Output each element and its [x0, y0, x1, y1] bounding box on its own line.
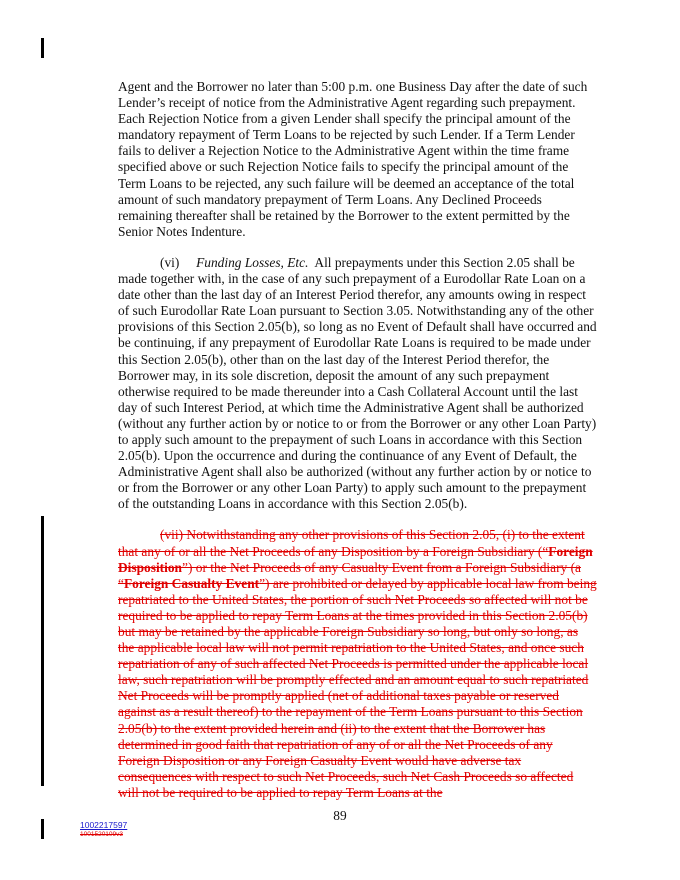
paragraph-deleted-vii: (vii) Notwithstanding any other provisions of this Section 2.05, (i) to the extent that any of or all the Net Proceeds of any Disposition by a Foreign Subsidiary (“Foreign Disposition”) or the Net Proceeds of any Casualty Event from a Foreign Subsidiary (a “Foreign Casualty Event”) are prohibited or delayed by applicable local law from being repatriated to the United States, the portion of such Net Proceeds so affected will not be required to be applied to repay Term Loans at the times provided in this Section 2.05(b) but may be retained by the applicable Foreign Subsidiary so long, but only so long, as the applicable local law will not permit repatriation to the United States, and once such repatriation of any of such affected Net Proceeds is permitted under the applicable local law, such repatriation will be promptly effected and an amount equal to such repatriated Net Proceeds will be promptly applied (net of additional taxes payable or reserved against as a result thereof) to the repayment of the Term Loans pursuant to this Section 2.05(b) to the extent provided herein and (ii) to the extent that the Borrower has determined in good faith that repatriation of any of or all the Net Proceeds of any Foreign Disposition or any Foreign Casualty Event would have adverse tax consequences with respect to such Net Proceeds, such Net Cash Proceeds so affected will not be required to be applied to repay Term Loans at the — [118, 527, 597, 800]
defined-term-foreign-disposition: Foreign Disposition — [118, 543, 593, 575]
document-body — [118, 79, 597, 801]
paragraph-continuation: Agent and the Borrower no later than 5:00 p.m. one Business Day after the date of such Lender’s receipt of notice from the Administrative Agent regarding such prepayment. Each Rejection Notice from a given Lender shall specify the principal amount of the mandatory repayment of Term Loans to be rejected by such Lender. If a Term Lender fails to deliver a Rejection Notice to the Administrative Agent within the time frame specified above or such Rejection Notice fails to specify the principal amount of the Term Loans to be rejected, any such failure will be deemed an acceptance of the total amount of such mandatory prepayment of Term Loans. Any Declined Proceeds remaining thereafter shall be retained by the Borrower to the extent permitted by the Senior Notes Indenture. — [118, 79, 588, 239]
clause-number: (vi) — [160, 254, 180, 270]
change-bar-top — [41, 38, 44, 58]
defined-term-foreign-casualty-event: Foreign Casualty Event — [123, 575, 260, 591]
paragraph-funding-losses — [118, 255, 597, 513]
document-id-link[interactable]: 1002217597 — [80, 820, 128, 830]
page-number: 89 — [333, 808, 347, 823]
change-bar-deletion — [41, 516, 44, 786]
clause-heading: Funding Losses, Etc. — [196, 254, 309, 270]
document-id-deleted: 1001520109v3 — [80, 831, 124, 838]
clause-text: All prepayments under this Section 2.05 shall be made together with, in the case of any such prepayment of a Eurodollar Rate Loan on a date other than the last day of an Interest Period therefor, any amounts owing in respect of such Eurodollar Rate Loan pursuant to Section 3.05. Notwithstanding any of the other provisions of this Section 2.05(b), so long as no Event of Default shall have occurred and be continuing, if any prepayment of Eurodollar Rate Loans is required to be made under this Section 2.05(b), other than on the last day of the Interest Period therefor, the Borrower may, in its sole discretion, deposit the amount of any such prepayment otherwise required to be made thereunder into a Cash Collateral Account until the last day of such Interest Period, at which time the Administrative Agent shall be authorized (without any further action by or notice to or from the Borrower or any other Loan Party) to apply such amount to the prepayment of such Loans in accordance with this Section 2.05(b). Upon the occurrence and during the continuance of any Event of Default, the Administrative Agent shall also be authorized (without any further action by or notice to or from the Borrower or any other Loan Party) to apply such amount to the prepayment of the outstanding Loans in accordance with this Section 2.05(b). — [118, 254, 597, 512]
